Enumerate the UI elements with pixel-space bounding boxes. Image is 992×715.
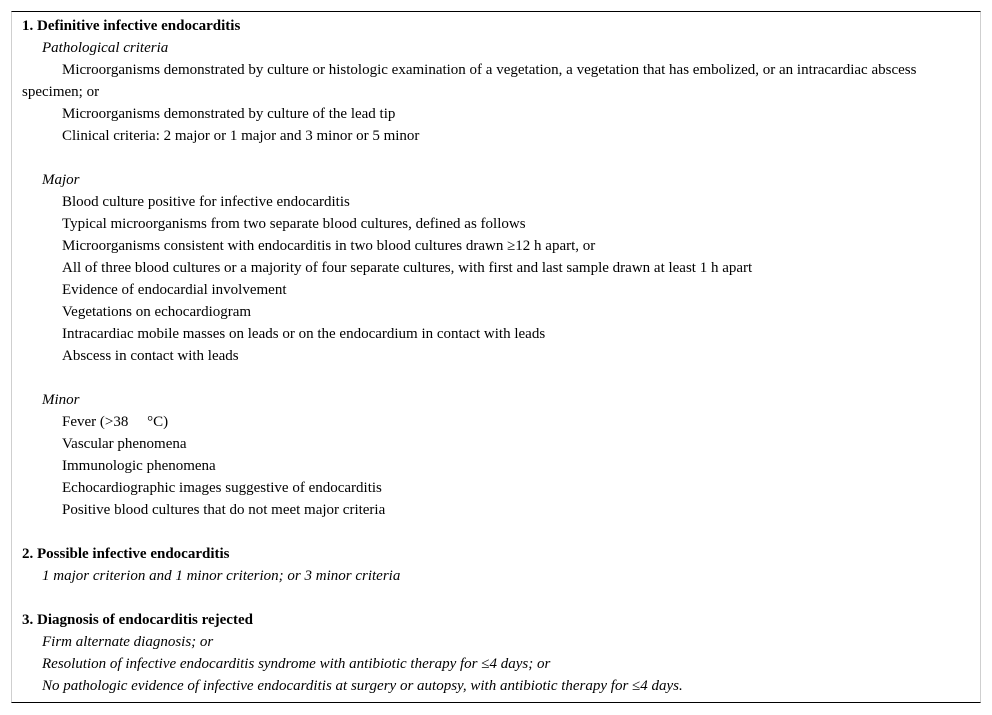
minor-label: Minor — [42, 392, 80, 408]
pathological-criteria-label: Pathological criteria — [42, 40, 169, 56]
section3-title: 3. Diagnosis of endocarditis rejected — [22, 612, 253, 628]
spacer — [22, 147, 970, 169]
major-item: All of three blood cultures or a majority of four separate cultures, with first and last sample drawn at least 1 h apart — [62, 260, 753, 276]
rejected-criteria-item: Firm alternate diagnosis; or — [42, 634, 214, 650]
minor-item: Vascular phenomena — [62, 436, 187, 452]
minor-item: Positive blood cultures that do not meet major criteria — [62, 502, 386, 518]
minor-item: Immunologic phenomena — [62, 458, 216, 474]
spacer — [22, 587, 970, 609]
spacer — [22, 367, 970, 389]
major-item: Microorganisms consistent with endocarditis in two blood cultures drawn ≥12 h apart, or — [62, 238, 596, 254]
major-item: Evidence of endocardial involvement — [62, 282, 287, 298]
possible-criteria-item: 1 major criterion and 1 minor criterion; or 3 minor criteria — [42, 568, 401, 584]
major-item: Intracardiac mobile masses on leads or on the endocardium in contact with leads — [62, 326, 546, 342]
criteria-content — [22, 15, 970, 697]
section2-title: 2. Possible infective endocarditis — [22, 546, 230, 562]
major-item: Abscess in contact with leads — [62, 348, 239, 364]
section1-title: 1. Definitive infective endocarditis — [22, 18, 241, 34]
pathological-item: Microorganisms demonstrated by culture of the lead tip — [62, 106, 396, 122]
minor-item: Echocardiographic images suggestive of endocarditis — [62, 480, 382, 496]
major-label: Major — [42, 172, 80, 188]
rejected-criteria-item: Resolution of infective endocarditis syndrome with antibiotic therapy for ≤4 days; or — [42, 656, 551, 672]
pathological-item: Microorganisms demonstrated by culture or histologic examination of a vegetation, a vegetation that has embolized, or an intracardiac abscess specimen; or — [22, 62, 917, 100]
minor-item: Fever (>38 °C) — [62, 414, 169, 430]
criteria-table — [11, 11, 981, 703]
spacer — [22, 521, 970, 543]
major-item: Vegetations on echocardiogram — [62, 304, 252, 320]
clinical-criteria-item: Clinical criteria: 2 major or 1 major and 3 minor or 5 minor — [62, 128, 420, 144]
major-item: Blood culture positive for infective endocarditis — [62, 194, 350, 210]
rejected-criteria-item: No pathologic evidence of infective endocarditis at surgery or autopsy, with antibiotic therapy for ≤4 days. — [42, 678, 683, 694]
major-item: Typical microorganisms from two separate blood cultures, defined as follows — [62, 216, 526, 232]
